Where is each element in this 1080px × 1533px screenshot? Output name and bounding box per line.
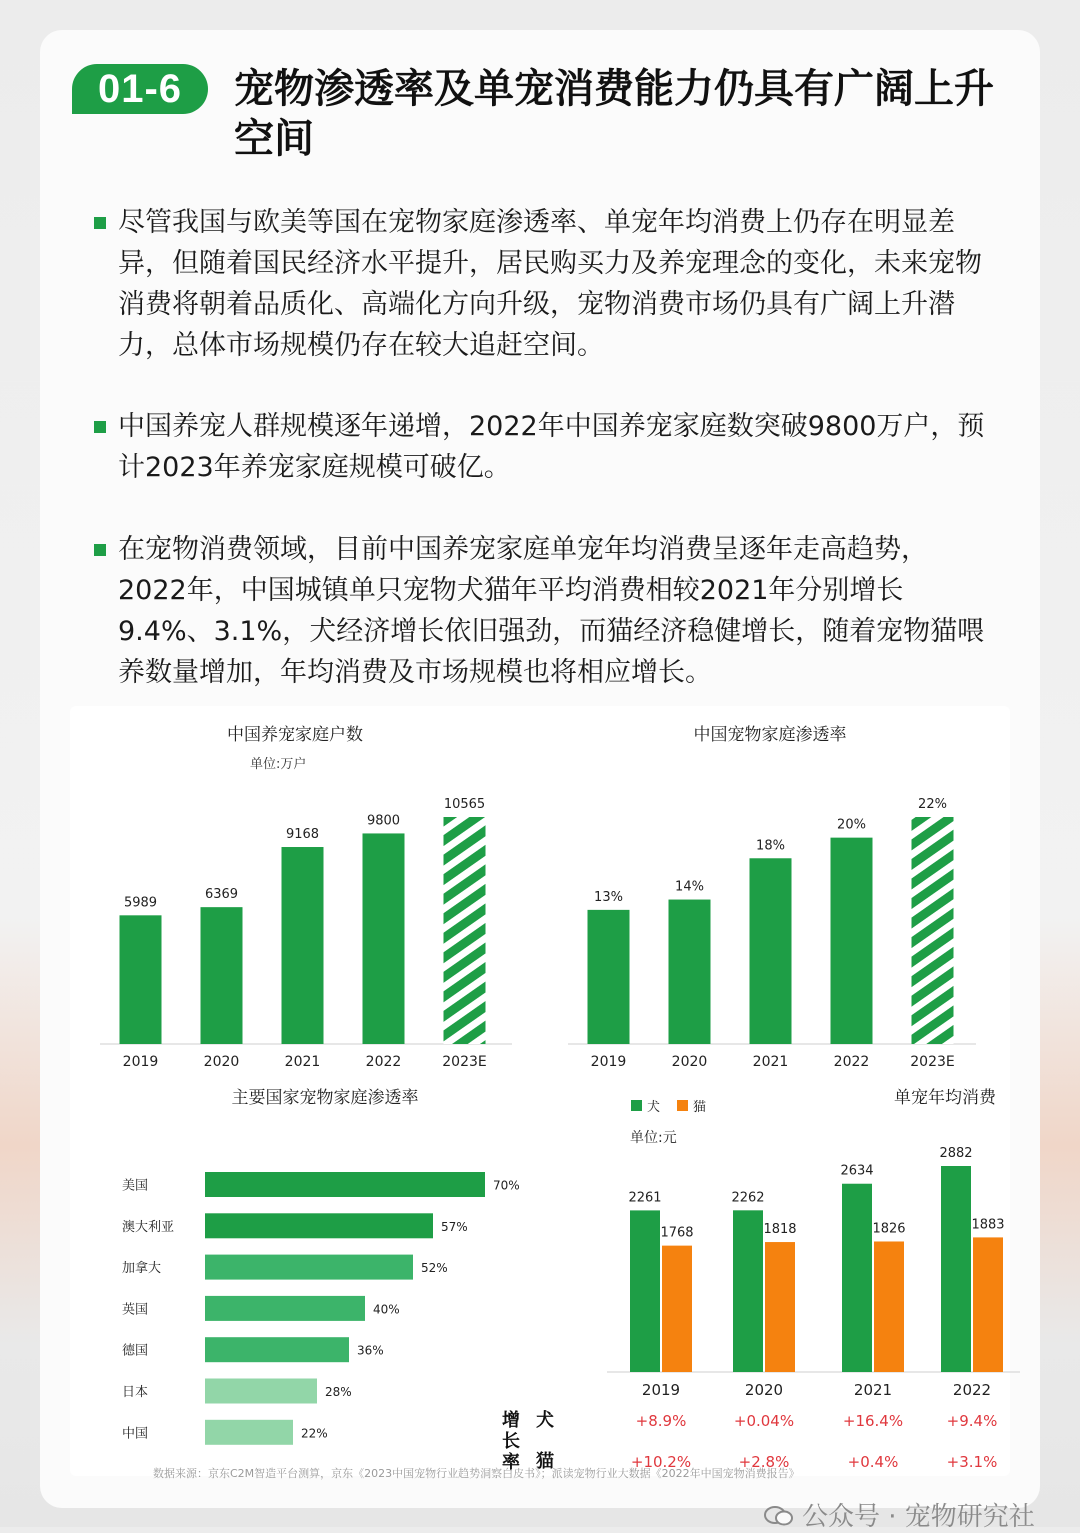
data-label: 70% — [493, 1178, 520, 1193]
x-tick-label: 2021 — [284, 1054, 321, 1070]
data-label: 52% — [421, 1261, 448, 1276]
y-tick-label: 中国 — [122, 1426, 149, 1442]
chart-title: 中国宠物家庭渗透率 — [693, 725, 847, 745]
data-label: 57% — [441, 1219, 468, 1234]
legend-label-dog: 犬 — [647, 1100, 661, 1115]
x-tick-label: 2022 — [952, 1381, 992, 1399]
wechat-icon — [764, 1505, 794, 1527]
y-tick-label: 加拿大 — [122, 1261, 162, 1277]
bar-cat — [765, 1242, 795, 1372]
chart-unit: 单位:万户 — [250, 757, 307, 772]
data-label: 22% — [301, 1426, 328, 1441]
y-tick-label: 日本 — [122, 1385, 149, 1400]
data-label: 36% — [357, 1343, 384, 1358]
data-label: 9800 — [366, 813, 401, 829]
bar — [750, 858, 792, 1044]
data-label: 2882 — [939, 1146, 973, 1161]
growth-value: +0.4% — [847, 1453, 899, 1471]
bar — [205, 1420, 293, 1445]
legend-swatch-cat — [677, 1100, 688, 1111]
y-tick-label: 美国 — [122, 1178, 149, 1194]
data-label: 2634 — [840, 1163, 874, 1179]
data-label: 1818 — [763, 1222, 797, 1238]
data-label: 14% — [675, 879, 704, 895]
bar-dog — [941, 1166, 971, 1372]
x-tick-label: 2023E — [910, 1054, 955, 1070]
bar — [201, 907, 243, 1044]
watermark: 公众号 · 宠物研究社 — [764, 1496, 1035, 1533]
data-label: 18% — [756, 838, 785, 854]
growth-row-label: 猫 — [536, 1451, 554, 1472]
charts-svg — [70, 706, 1010, 1476]
x-tick-label: 2020 — [203, 1054, 240, 1070]
bullet-square-icon — [94, 217, 106, 229]
data-label: 5989 — [123, 895, 158, 911]
legend-swatch-dog — [631, 1100, 642, 1111]
y-tick-label: 澳大利亚 — [122, 1219, 175, 1235]
x-tick-label: 2022 — [365, 1054, 402, 1070]
x-tick-label: 2020 — [671, 1054, 708, 1070]
bar-cat — [874, 1241, 904, 1372]
data-label: 13% — [594, 889, 623, 905]
bar — [912, 817, 954, 1044]
bullet-paragraph: 尽管我国与欧美等国在宠物家庭渗透率、单宠年均消费上仍存在明显差异，但随着国民经济水平提升，居民购买力及养宠理念的变化，未来宠物消费将朝着品质化、高端化方向升级，宠物消费市场仍具有广阔上升潜力，总体市场规模仍存在较大追赶空间。 — [94, 202, 994, 366]
bar-cat — [973, 1237, 1003, 1372]
data-label: 6369 — [204, 887, 239, 903]
growth-value: +0.04% — [733, 1412, 795, 1430]
page-title: 宠物渗透率及单宠消费能力仍具有广阔上升空间 — [234, 66, 994, 162]
bullet-square-icon — [94, 544, 106, 556]
data-label: 9168 — [285, 827, 320, 843]
legend-label-cat: 猫 — [693, 1100, 707, 1115]
data-label: 1768 — [660, 1225, 694, 1241]
bar-dog — [630, 1210, 660, 1372]
data-label: 20% — [837, 817, 866, 833]
x-tick-label: 2019 — [641, 1381, 681, 1399]
growth-row-label: 犬 — [536, 1410, 554, 1431]
bar — [831, 838, 873, 1044]
bar — [205, 1172, 485, 1197]
growth-value: +8.9% — [635, 1412, 687, 1430]
growth-value: +16.4% — [842, 1412, 904, 1430]
data-label: 40% — [373, 1302, 400, 1317]
growth-label: 增 — [502, 1410, 520, 1431]
bar-dog — [733, 1210, 763, 1372]
data-label: 2262 — [731, 1190, 765, 1206]
bar-cat — [662, 1246, 692, 1372]
bullet-paragraph: 在宠物消费领域，目前中国养宠家庭单宠年均消费呈逐年走高趋势，2022年，中国城镇单只宠物犬猫年平均消费相较2021年分别增长9.4%、3.1%，犬经济增长依旧强劲，而猫经济稳健增长，随着宠物猫喂养数量增加，年均消费及市场规模也将相应增长。 — [94, 529, 994, 693]
growth-label: 长 — [502, 1431, 520, 1452]
chart-title: 主要国家宠物家庭渗透率 — [231, 1088, 419, 1108]
x-tick-label: 2019 — [122, 1054, 159, 1070]
chart-title: 中国养宠家庭户数 — [227, 725, 363, 745]
bar — [205, 1379, 317, 1404]
x-tick-label: 2021 — [853, 1381, 893, 1399]
bar — [205, 1255, 413, 1280]
bar — [282, 847, 324, 1044]
data-label: 28% — [325, 1385, 352, 1399]
source-note: 数据来源：京东C2M智造平台测算，京东《2023中国宠物行业趋势洞察白皮书》；派读宠物行业大数据《2022年中国宠物消费报告》 — [153, 1467, 800, 1480]
bar — [444, 817, 486, 1044]
data-label: 1826 — [872, 1221, 906, 1237]
bar — [588, 910, 630, 1044]
y-tick-label: 德国 — [122, 1343, 149, 1359]
bar — [363, 833, 405, 1044]
bullet-paragraph: 中国养宠人群规模逐年递增，2022年中国养宠家庭数突破9800万户，预计2023年养宠家庭规模可破亿。 — [94, 406, 994, 488]
x-tick-label: 2020 — [744, 1381, 784, 1399]
data-label: 2261 — [628, 1190, 662, 1206]
bar — [205, 1213, 433, 1238]
bar — [205, 1337, 349, 1362]
x-tick-label: 2022 — [833, 1054, 870, 1070]
x-tick-label: 2023E — [442, 1054, 487, 1070]
data-label: 22% — [918, 797, 947, 812]
bullet-square-icon — [94, 421, 106, 433]
section-badge: 01-6 — [72, 64, 208, 114]
growth-label: 率 — [502, 1452, 520, 1473]
bar-dog — [842, 1184, 872, 1372]
y-tick-label: 英国 — [122, 1302, 149, 1318]
data-label: 1883 — [971, 1217, 1005, 1233]
growth-value: +9.4% — [946, 1412, 998, 1430]
bar — [205, 1296, 365, 1321]
bar — [120, 915, 162, 1044]
charts-panel — [70, 706, 1010, 1476]
content-card — [40, 30, 1040, 1532]
data-label: 10565 — [443, 797, 486, 812]
growth-value: +10.2% — [630, 1453, 692, 1471]
chart-title: 单宠年均消费 — [894, 1088, 996, 1108]
growth-value: +2.8% — [738, 1453, 790, 1471]
bar — [669, 900, 711, 1044]
x-tick-label: 2021 — [752, 1054, 789, 1070]
growth-value: +3.1% — [946, 1453, 998, 1471]
x-tick-label: 2019 — [590, 1054, 627, 1070]
chart-unit: 单位:元 — [630, 1130, 677, 1146]
